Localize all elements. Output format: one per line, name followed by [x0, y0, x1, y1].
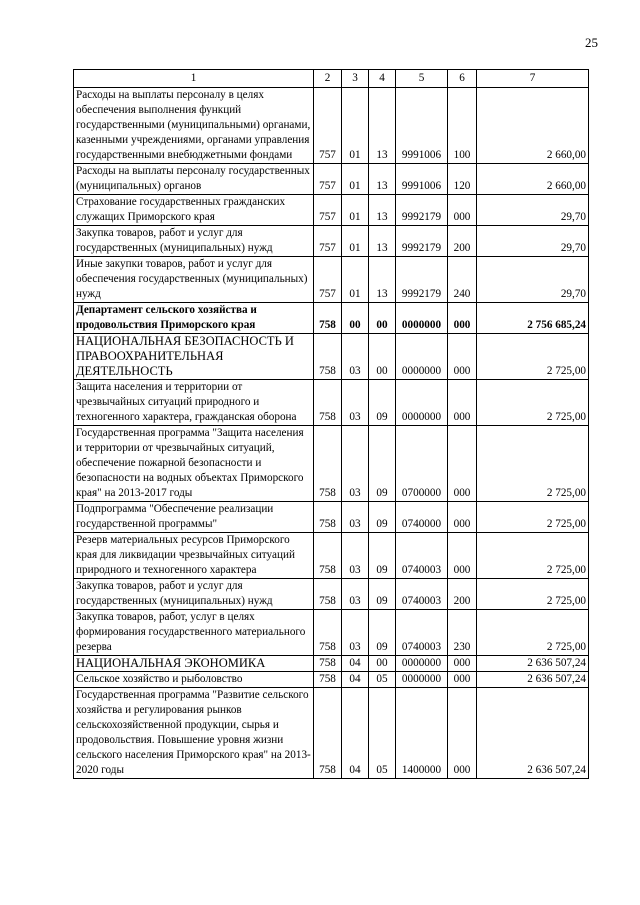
row-name-cell: Закупка товаров, работ, услуг в целях формирования государственного материального резерва [74, 610, 314, 656]
table-row [74, 533, 589, 579]
row-name-cell: Государственная программа "Развитие сельского хозяйства и регулирования рынков сельскохозяйственной продукции, сырья и продовольствия. Повышение уровня жизни сельского населения Приморского края" на 2013-2020 годы [74, 688, 314, 779]
row-admin-code-cell: 758 [314, 688, 342, 779]
row-expense-type-cell: 200 [448, 579, 477, 610]
row-amount-cell: 29,70 [477, 226, 589, 257]
row-amount-cell: 2 636 507,24 [477, 656, 589, 672]
row-subsection-cell: 09 [369, 502, 396, 533]
table-row [74, 195, 589, 226]
row-expense-type-cell: 000 [448, 533, 477, 579]
row-target-article-cell: 0000000 [396, 380, 448, 426]
row-section-cell: 03 [342, 579, 369, 610]
row-subsection-cell: 00 [369, 656, 396, 672]
row-admin-code-cell: 758 [314, 380, 342, 426]
header-cell: 3 [342, 70, 369, 88]
header-cell: 1 [74, 70, 314, 88]
row-subsection-cell: 13 [369, 195, 396, 226]
table-row [74, 610, 589, 656]
row-section-cell: 04 [342, 688, 369, 779]
row-expense-type-cell: 000 [448, 502, 477, 533]
row-expense-type-cell: 000 [448, 688, 477, 779]
row-amount-cell: 29,70 [477, 195, 589, 226]
table-row [74, 380, 589, 426]
row-name-cell: Защита населения и территории от чрезвычайных ситуаций природного и техногенного характера, гражданская оборона [74, 380, 314, 426]
table-row [74, 426, 589, 502]
table-row [74, 257, 589, 303]
table-row [74, 88, 589, 164]
row-target-article-cell: 0000000 [396, 334, 448, 380]
row-admin-code-cell: 757 [314, 88, 342, 164]
row-target-article-cell: 0700000 [396, 426, 448, 502]
row-name-cell: Расходы на выплаты персоналу в целях обеспечения выполнения функций государственными (муниципальными) органами, казенными учреждениями, органами управления государственными внебюджетными фондами [74, 88, 314, 164]
row-expense-type-cell: 000 [448, 426, 477, 502]
row-name-cell: Департамент сельского хозяйства и продовольствия Приморского края [74, 303, 314, 334]
row-amount-cell: 2 725,00 [477, 426, 589, 502]
row-amount-cell: 2 725,00 [477, 533, 589, 579]
header-cell: 4 [369, 70, 396, 88]
row-expense-type-cell: 000 [448, 195, 477, 226]
row-expense-type-cell: 230 [448, 610, 477, 656]
header-cell: 2 [314, 70, 342, 88]
row-name-cell: НАЦИОНАЛЬНАЯ ЭКОНОМИКА [74, 656, 314, 672]
row-expense-type-cell: 000 [448, 672, 477, 688]
page-number: 25 [585, 35, 598, 50]
row-target-article-cell: 0740003 [396, 610, 448, 656]
row-amount-cell: 29,70 [477, 257, 589, 303]
row-expense-type-cell: 100 [448, 88, 477, 164]
row-amount-cell: 2 725,00 [477, 610, 589, 656]
row-amount-cell: 2 660,00 [477, 164, 589, 195]
row-section-cell: 01 [342, 88, 369, 164]
row-name-cell: Государственная программа "Защита населения и территории от чрезвычайных ситуаций, обеспечение пожарной безопасности и безопасности на водных объектах Приморского края" на 2013-2017 годы [74, 426, 314, 502]
table-row [74, 672, 589, 688]
row-target-article-cell: 0740003 [396, 579, 448, 610]
table-row [74, 226, 589, 257]
row-name-cell: Иные закупки товаров, работ и услуг для обеспечения государственных (муниципальных) нужд [74, 257, 314, 303]
row-amount-cell: 2 636 507,24 [477, 688, 589, 779]
row-subsection-cell: 13 [369, 164, 396, 195]
row-section-cell: 03 [342, 380, 369, 426]
row-section-cell: 01 [342, 195, 369, 226]
table-row [74, 164, 589, 195]
row-name-cell: Закупка товаров, работ и услуг для государственных (муниципальных) нужд [74, 579, 314, 610]
row-amount-cell: 2 660,00 [477, 88, 589, 164]
budget-table [73, 69, 589, 779]
table-header-row [74, 70, 589, 88]
row-admin-code-cell: 757 [314, 195, 342, 226]
row-name-cell: Подпрограмма "Обеспечение реализации государственной программы" [74, 502, 314, 533]
row-name-cell: Закупка товаров, работ и услуг для государственных (муниципальных) нужд [74, 226, 314, 257]
table-row [74, 303, 589, 334]
row-subsection-cell: 09 [369, 426, 396, 502]
row-section-cell: 01 [342, 257, 369, 303]
row-target-article-cell: 0000000 [396, 672, 448, 688]
row-expense-type-cell: 240 [448, 257, 477, 303]
row-section-cell: 03 [342, 610, 369, 656]
row-expense-type-cell: 200 [448, 226, 477, 257]
row-target-article-cell: 9992179 [396, 257, 448, 303]
row-amount-cell: 2 725,00 [477, 334, 589, 380]
row-subsection-cell: 09 [369, 610, 396, 656]
row-expense-type-cell: 120 [448, 164, 477, 195]
row-target-article-cell: 0740000 [396, 502, 448, 533]
row-amount-cell: 2 725,00 [477, 579, 589, 610]
row-subsection-cell: 00 [369, 303, 396, 334]
row-subsection-cell: 09 [369, 380, 396, 426]
row-target-article-cell: 1400000 [396, 688, 448, 779]
row-subsection-cell: 13 [369, 257, 396, 303]
row-section-cell: 04 [342, 672, 369, 688]
header-cell: 7 [477, 70, 589, 88]
row-target-article-cell: 0000000 [396, 303, 448, 334]
row-amount-cell: 2 756 685,24 [477, 303, 589, 334]
row-admin-code-cell: 758 [314, 610, 342, 656]
row-section-cell: 01 [342, 226, 369, 257]
row-subsection-cell: 13 [369, 226, 396, 257]
table-row [74, 334, 589, 380]
row-section-cell: 03 [342, 502, 369, 533]
row-target-article-cell: 9991006 [396, 88, 448, 164]
row-admin-code-cell: 757 [314, 164, 342, 195]
row-subsection-cell: 13 [369, 88, 396, 164]
header-cell: 6 [448, 70, 477, 88]
row-admin-code-cell: 757 [314, 257, 342, 303]
row-amount-cell: 2 725,00 [477, 380, 589, 426]
row-section-cell: 00 [342, 303, 369, 334]
row-admin-code-cell: 758 [314, 656, 342, 672]
row-section-cell: 01 [342, 164, 369, 195]
row-admin-code-cell: 758 [314, 303, 342, 334]
row-name-cell: Сельское хозяйство и рыболовство [74, 672, 314, 688]
row-expense-type-cell: 000 [448, 380, 477, 426]
row-admin-code-cell: 758 [314, 426, 342, 502]
row-admin-code-cell: 758 [314, 533, 342, 579]
row-name-cell: Расходы на выплаты персоналу государственных (муниципальных) органов [74, 164, 314, 195]
row-section-cell: 03 [342, 533, 369, 579]
row-target-article-cell: 0000000 [396, 656, 448, 672]
row-section-cell: 04 [342, 656, 369, 672]
row-admin-code-cell: 758 [314, 672, 342, 688]
row-expense-type-cell: 000 [448, 334, 477, 380]
row-admin-code-cell: 757 [314, 226, 342, 257]
row-target-article-cell: 9992179 [396, 195, 448, 226]
row-amount-cell: 2 636 507,24 [477, 672, 589, 688]
row-subsection-cell: 05 [369, 688, 396, 779]
row-target-article-cell: 9992179 [396, 226, 448, 257]
table-row [74, 688, 589, 779]
row-admin-code-cell: 758 [314, 334, 342, 380]
row-subsection-cell: 09 [369, 579, 396, 610]
table-row [74, 656, 589, 672]
row-subsection-cell: 00 [369, 334, 396, 380]
row-admin-code-cell: 758 [314, 579, 342, 610]
row-subsection-cell: 09 [369, 533, 396, 579]
row-expense-type-cell: 000 [448, 303, 477, 334]
row-expense-type-cell: 000 [448, 656, 477, 672]
row-name-cell: Страхование государственных гражданских служащих Приморского края [74, 195, 314, 226]
row-admin-code-cell: 758 [314, 502, 342, 533]
row-section-cell: 03 [342, 334, 369, 380]
row-amount-cell: 2 725,00 [477, 502, 589, 533]
row-subsection-cell: 05 [369, 672, 396, 688]
row-section-cell: 03 [342, 426, 369, 502]
row-name-cell: Резерв материальных ресурсов Приморского края для ликвидации чрезвычайных ситуаций природного и техногенного характера [74, 533, 314, 579]
table-row [74, 502, 589, 533]
row-name-cell: НАЦИОНАЛЬНАЯ БЕЗОПАСНОСТЬ И ПРАВООХРАНИТЕЛЬНАЯ ДЕЯТЕЛЬНОСТЬ [74, 334, 314, 380]
header-cell: 5 [396, 70, 448, 88]
row-target-article-cell: 9991006 [396, 164, 448, 195]
table-row [74, 579, 589, 610]
row-target-article-cell: 0740003 [396, 533, 448, 579]
